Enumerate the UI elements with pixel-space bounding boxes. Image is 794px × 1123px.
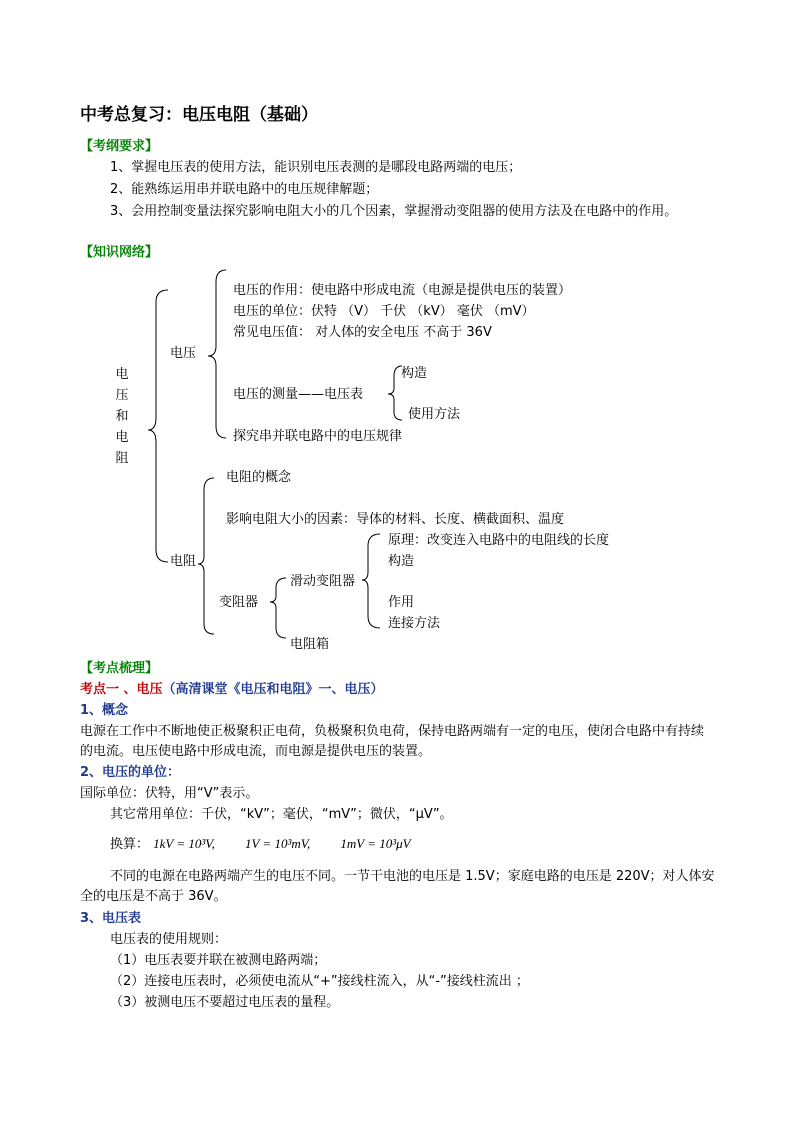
tree-root-char-5: 阻 — [115, 451, 129, 466]
tree-root-char-1: 电 — [115, 367, 129, 382]
point1-label: 考点一 、电压 — [80, 682, 163, 697]
syllabus-item-2: 2、能熟练运用串并联电路中的电压规律解题； — [110, 182, 379, 197]
tree-slider-structure: 构造 — [388, 554, 415, 569]
tree-slider-rheostat: 滑动变阻器 — [290, 574, 356, 589]
page-title: 中考总复习：电压电阻（基础） — [80, 105, 318, 125]
tree-slider-principle: 原理：改变连入电路中的电阻线的长度 — [388, 533, 610, 548]
tree-voltage-unit: 电压的单位：伏特 （V） 千伏 （kV） 毫伏 （mV） — [233, 304, 535, 319]
section-2-text: 不同的电源在电路两端产生的电压不同。一节干电池的电压是 1.5V；家庭电路的电压是 220V；对人体安全的电压是不高于 36V。 — [80, 869, 715, 904]
tree-resistance-concept: 电阻的概念 — [226, 470, 292, 485]
tree-voltage-label: 电压 — [170, 346, 197, 361]
tree-root-char-3: 和 — [115, 409, 129, 424]
tree-slider-function: 作用 — [388, 595, 415, 610]
section-1-title: 1、概念 — [80, 703, 129, 718]
tree-voltage-measure: 电压的测量——电压表 — [233, 387, 364, 402]
tree-root-char-4: 电 — [115, 430, 129, 445]
section-2-other-units: 其它常用单位：千伏，“kV”；毫伏，“mV”；微伏，“μV”。 — [110, 807, 453, 822]
tree-voltage-common: 常见电压值： 对人体的安全电压 不高于 36V — [233, 325, 492, 340]
tree-resistance-factors: 影响电阻大小的因素：导体的材料、长度、横截面积、温度 — [226, 512, 565, 527]
section-1-text: 电源在工作中不断地使正极聚积正电荷，负极聚积负电荷，保持电路两端有一定的电压，使闭合电路中有持续的电流。电压使电路中形成电流，而电源是提供电压的装置。 — [80, 724, 705, 759]
point1-title — [80, 681, 384, 699]
tree-resistance-box: 电阻箱 — [290, 637, 330, 652]
tree-slider-connection: 连接方法 — [388, 616, 441, 631]
section-3-rule-2: （2）连接电压表时，必须使电流从“+”接线柱流入，从“-”接线柱流出 ； — [110, 974, 529, 989]
section-3-rule-1: （1）电压表要并联在被测电路两端； — [110, 953, 327, 968]
tree-voltage-role: 电压的作用：使电路中形成电流（电源是提供电压的装置） — [233, 283, 572, 298]
syllabus-item-1: 1、掌握电压表的使用方法，能识别电压表测的是哪段电路两端的电压； — [110, 160, 522, 175]
section-3-title: 3、电压表 — [80, 911, 142, 926]
section-3-rule-3: （3）被测电压不要超过电压表的量程。 — [110, 995, 340, 1010]
tree-resistance-label: 电阻 — [170, 554, 197, 569]
tree-measure-structure: 构造 — [401, 366, 428, 381]
point1-reference: （高清课堂《电压和电阻》一、电压） — [162, 682, 384, 697]
section-3-rules-title: 电压表的使用规则： — [110, 932, 228, 947]
conversion-kv: 1kV = 10³V, — [153, 836, 215, 851]
section-2-title: 2、电压的单位： — [80, 765, 181, 780]
syllabus-heading: 【考纲要求】 — [80, 139, 159, 154]
tree-voltage-explore: 探究串并联电路中的电压规律 — [233, 429, 403, 444]
tree-root-char-2: 压 — [115, 388, 129, 403]
tree-rheostat-label: 变阻器 — [219, 595, 259, 610]
points-heading: 【考点梳理】 — [80, 661, 159, 676]
section-2-intl-unit: 国际单位：伏特，用“V”表示。 — [80, 786, 259, 801]
tree-measure-usage: 使用方法 — [408, 407, 461, 422]
conversion-mv: 1mV = 10³μV — [340, 836, 411, 851]
conversion-v: 1V = 10³mV, — [244, 836, 311, 851]
network-heading: 【知识网络】 — [80, 245, 159, 260]
section-2-conversion — [110, 835, 411, 854]
syllabus-item-3: 3、会用控制变量法探究影响电阻大小的几个因素，掌握滑动变阻器的使用方法及在电路中的作用。 — [110, 204, 678, 219]
conversion-label: 换算： — [110, 837, 150, 852]
